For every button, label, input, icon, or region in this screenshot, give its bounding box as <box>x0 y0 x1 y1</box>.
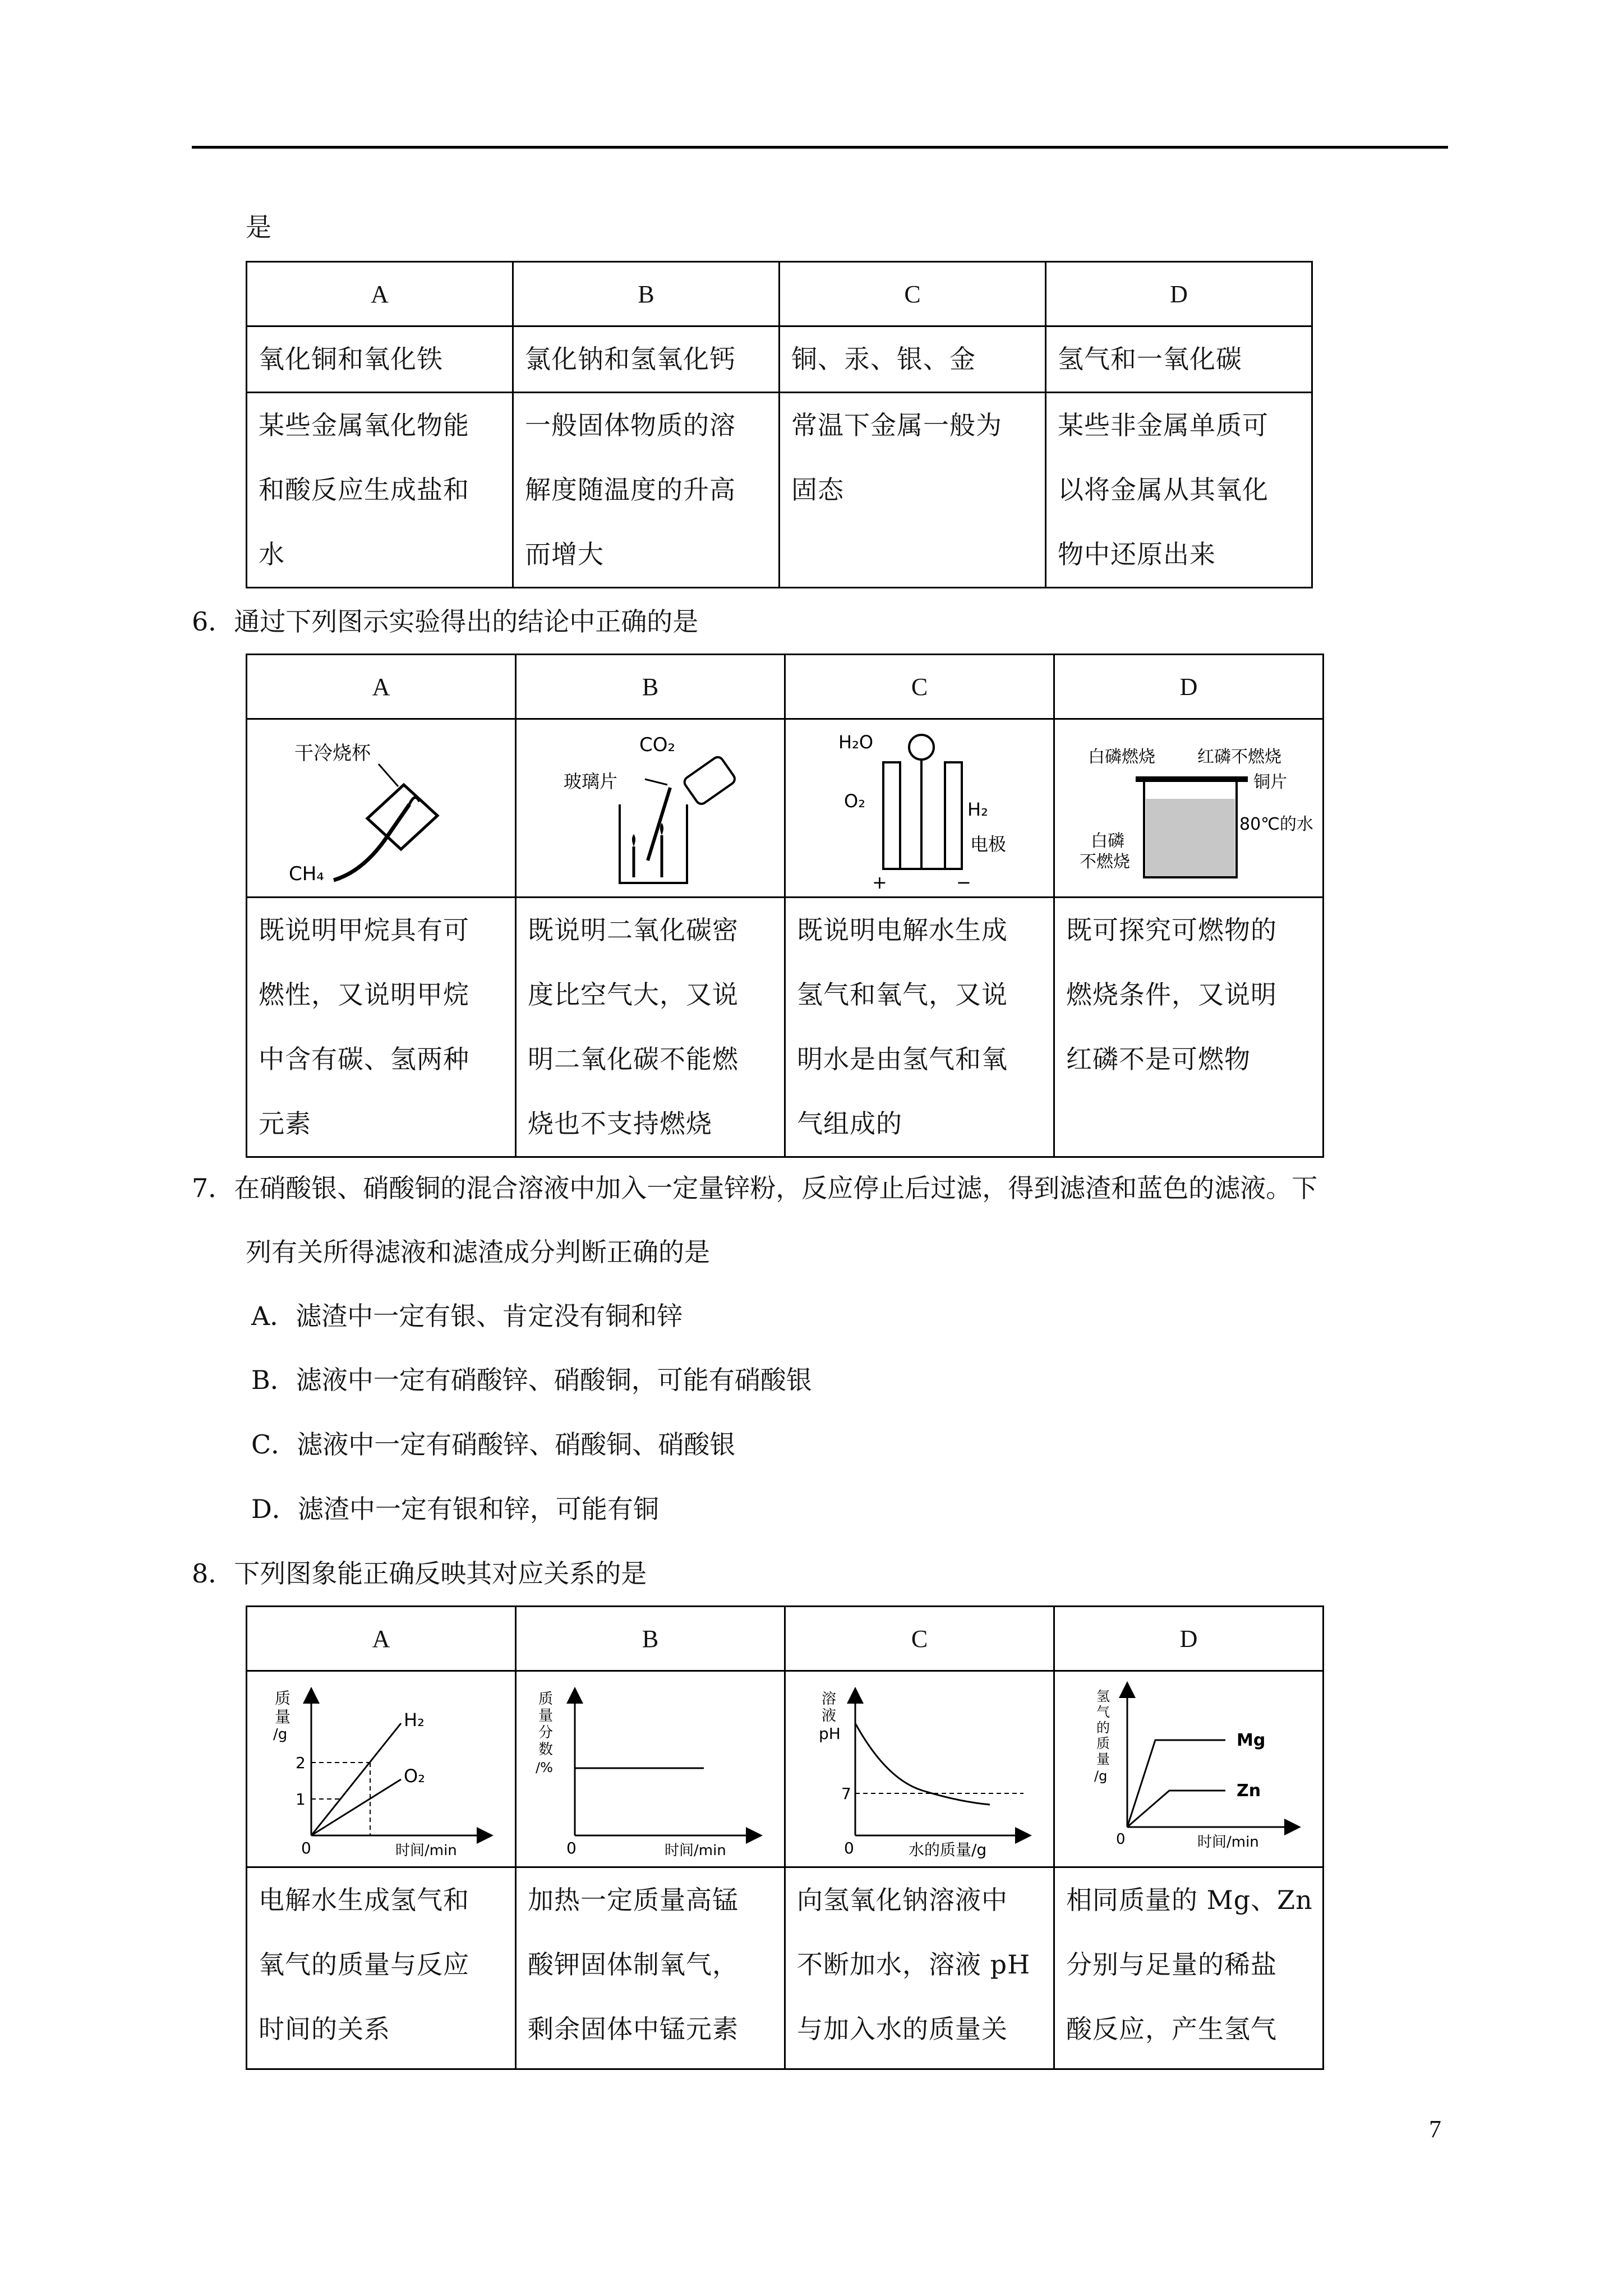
label-o2: O₂ <box>843 790 865 812</box>
q6-stem: 6．通过下列图示实验得出的结论中正确的是 <box>192 606 699 637</box>
q8-desc-a <box>247 1867 516 2069</box>
label-80c-water: 80℃的水 <box>1239 814 1313 834</box>
line: 明二氧化碳不能燃 <box>528 1044 739 1074</box>
label-h2: H₂ <box>967 798 988 820</box>
line: 加热一定质量高锰 <box>528 1885 739 1915</box>
gas-bottle <box>682 754 736 806</box>
o2-line <box>311 1779 401 1835</box>
combustion-condition-figure <box>1057 720 1321 894</box>
q6-figure-b <box>516 719 785 898</box>
line: 解度随温度的升高 <box>525 475 736 505</box>
y-label-4: 质 <box>1096 1735 1110 1751</box>
q8-header-d: D <box>1054 1607 1324 1671</box>
q8-header-a: A <box>247 1607 516 1671</box>
q5-header-b: B <box>513 262 780 326</box>
q8-header-c: C <box>785 1607 1054 1671</box>
line: 物中还原出来 <box>1058 539 1216 569</box>
q8-graph-b <box>516 1671 785 1867</box>
line: 氢气和氧气，又说 <box>797 979 1008 1010</box>
q5-cell-b2 <box>513 393 780 588</box>
q7-option-a: A．滤渣中一定有银、肯定没有铜和锌 <box>251 1301 683 1331</box>
line: 剩余固体中锰元素 <box>528 2014 739 2044</box>
q7-option-c: C．滤液中一定有硝酸锌、硝酸铜、硝酸银 <box>251 1429 736 1460</box>
q5-cell-a2 <box>247 393 513 588</box>
line: 一般固体物质的溶 <box>525 410 736 440</box>
origin: 0 <box>843 1838 854 1857</box>
line: 既说明甲烷具有可 <box>259 915 469 945</box>
q8-desc-b <box>516 1867 785 2069</box>
q6-conclusion-a <box>247 898 516 1157</box>
line: 某些金属氧化物能 <box>259 410 469 440</box>
methane-burning-figure <box>250 720 513 894</box>
tick-7: 7 <box>841 1784 851 1803</box>
x-label: 时间/min <box>664 1842 726 1859</box>
line: 既可探究可燃物的 <box>1066 915 1277 945</box>
header-rule <box>192 146 1448 149</box>
graph-mn-mass-fraction <box>519 1673 782 1864</box>
x-label: 水的质量/g <box>908 1840 986 1859</box>
y-label-5: /% <box>535 1759 553 1775</box>
label-h2: H₂ <box>403 1709 425 1731</box>
tick-2: 2 <box>295 1753 306 1772</box>
q6-figure-a <box>247 719 516 898</box>
y-label-6: /g <box>1094 1768 1107 1784</box>
copper-plate <box>1136 776 1248 782</box>
label-dry-cold-beaker: 干冷烧杯 <box>294 742 371 765</box>
label-electrode: 电极 <box>970 833 1006 855</box>
q5-header-a: A <box>247 262 513 326</box>
line: 水 <box>259 539 285 569</box>
x-label: 时间/min <box>1197 1833 1259 1851</box>
y-label-1: 质 <box>274 1688 291 1708</box>
q5-cell-c2 <box>780 393 1046 588</box>
q7-option-d: D．滤渣中一定有银和锌，可能有铜 <box>251 1494 659 1524</box>
line: 中含有碳、氢两种 <box>259 1044 469 1074</box>
q6-conclusion-d <box>1054 898 1324 1157</box>
origin: 0 <box>1115 1830 1126 1848</box>
q7-stem-line1: 7．在硝酸银、硝酸铜的混合溶液中加入一定量锌粉，反应停止后过滤，得到滤渣和蓝色的滤液。下 <box>192 1173 1318 1203</box>
line: 而增大 <box>525 539 604 569</box>
q6-header-d: D <box>1054 655 1324 719</box>
line: 酸反应，产生氢气 <box>1066 2014 1277 2044</box>
label-white-p: 白磷 <box>1090 831 1124 851</box>
line: 既说明二氧化碳密 <box>528 915 739 945</box>
q8-desc-c <box>785 1867 1054 2069</box>
tube-o2 <box>883 762 900 869</box>
tick-1: 1 <box>295 1789 306 1809</box>
graph-ph-dilution <box>788 1673 1052 1864</box>
graph-electrolysis-mass <box>250 1673 513 1864</box>
y-label-3: pH <box>818 1724 841 1743</box>
q5-cell-b1: 氯化钠和氢氧化钙 <box>513 326 780 393</box>
q8-desc-d <box>1054 1867 1324 2069</box>
y-label-2: 气 <box>1096 1704 1110 1720</box>
electrolysis-figure <box>788 720 1052 894</box>
label-white-p-burns: 白磷燃烧 <box>1087 747 1155 767</box>
line: 氧气的质量与反应 <box>259 1949 469 1980</box>
line: 燃烧条件，又说明 <box>1066 979 1277 1010</box>
line: 向氢氧化钠溶液中 <box>797 1885 1008 1915</box>
x-label: 时间/min <box>395 1842 457 1859</box>
q5-header-c: C <box>780 262 1046 326</box>
line: 度比空气大，又说 <box>528 979 739 1010</box>
q7-option-b: B．滤液中一定有硝酸锌、硝酸铜，可能有硝酸银 <box>251 1365 812 1395</box>
y-label-3: 的 <box>1096 1719 1110 1736</box>
q8-graph-a <box>247 1671 516 1867</box>
q5-cell-d2 <box>1046 393 1312 588</box>
q7-stem-line2: 列有关所得滤液和滤渣成分判断正确的是 <box>246 1237 710 1267</box>
line: 烧也不支持燃烧 <box>528 1108 712 1139</box>
label-ch4: CH₄ <box>288 862 324 885</box>
line: 固态 <box>791 475 844 505</box>
y-label-4: 数 <box>538 1741 553 1758</box>
label-glass-plate: 玻璃片 <box>563 770 617 792</box>
q6-table <box>246 654 1324 1158</box>
q8-table <box>246 1605 1324 2070</box>
line: 以将金属从其氧化 <box>1058 475 1269 505</box>
line: 气组成的 <box>797 1108 902 1139</box>
label-h2o: H₂O <box>838 731 873 753</box>
q6-header-b: B <box>516 655 785 719</box>
label-red-p-no-burn: 红磷不燃烧 <box>1197 747 1281 767</box>
line: 明水是由氢气和氧 <box>797 1044 1008 1074</box>
line: 和酸反应生成盐和 <box>259 475 469 505</box>
graph-hydrogen-mass <box>1057 1673 1321 1864</box>
ph-curve <box>855 1723 990 1805</box>
line: 常温下金属一般为 <box>791 410 1002 440</box>
line: 不断加水，溶液 pH <box>797 1949 1031 1980</box>
q8-stem: 8．下列图象能正确反映其对应关系的是 <box>192 1558 647 1589</box>
label-minus: − <box>956 871 971 893</box>
line: 电解水生成氢气和 <box>259 1885 469 1915</box>
line: 酸钾固体制氧气， <box>528 1949 739 1980</box>
y-label-2: 液 <box>821 1707 836 1724</box>
line: 燃性，又说明甲烷 <box>259 979 469 1010</box>
q8-graph-d <box>1054 1671 1324 1867</box>
q6-figure-d <box>1054 719 1324 898</box>
q5-cell-c1: 铜、汞、银、金 <box>780 326 1046 393</box>
y-label-3: /g <box>273 1726 287 1743</box>
label-plus: + <box>872 871 887 893</box>
q5-cell-d1: 氢气和一氧化碳 <box>1046 326 1312 393</box>
line: 时间的关系 <box>259 2014 390 2044</box>
y-label-5: 量 <box>1096 1751 1110 1767</box>
label-o2: O₂ <box>403 1765 425 1787</box>
y-label-1: 溶 <box>821 1690 836 1708</box>
line: 分别与足量的稀盐 <box>1066 1949 1277 1980</box>
line: 红磷不是可燃物 <box>1066 1044 1251 1074</box>
q6-conclusion-c <box>785 898 1054 1157</box>
q8-header-b: B <box>516 1607 785 1671</box>
origin: 0 <box>301 1838 311 1857</box>
h2-line <box>311 1723 401 1835</box>
tube-h2 <box>945 762 962 869</box>
q6-header-a: A <box>247 655 516 719</box>
y-label-2: 量 <box>538 1707 553 1724</box>
line: 元素 <box>259 1108 311 1139</box>
label-co2: CO₂ <box>639 733 675 756</box>
y-label-2: 量 <box>274 1707 291 1726</box>
q6-conclusion-b <box>516 898 785 1157</box>
label-copper-plate: 铜片 <box>1253 772 1287 792</box>
q5-header-d: D <box>1046 262 1312 326</box>
line: 相同质量的 Mg、Zn <box>1066 1885 1313 1915</box>
q6-header-c: C <box>785 655 1054 719</box>
y-label-1: 质 <box>538 1690 553 1708</box>
line: 既说明电解水生成 <box>797 915 1008 945</box>
origin: 0 <box>566 1838 577 1857</box>
label-mg: Mg <box>1236 1730 1265 1750</box>
q8-graph-c <box>785 1671 1054 1867</box>
q6-figure-c <box>785 719 1054 898</box>
zn-line <box>1127 1791 1225 1827</box>
y-label-3: 分 <box>538 1724 553 1741</box>
page-number: 7 <box>1429 2115 1441 2143</box>
line: 与加入水的质量关 <box>797 2014 1008 2044</box>
label-zn: Zn <box>1236 1780 1261 1801</box>
q5-table <box>246 261 1313 588</box>
intro-fragment: 是 <box>246 212 271 242</box>
q5-cell-a1: 氧化铜和氧化铁 <box>247 326 513 393</box>
co2-pour-figure <box>519 720 782 894</box>
label-no-burn: 不燃烧 <box>1079 852 1130 872</box>
y-label-1: 氢 <box>1096 1688 1110 1704</box>
line: 某些非金属单质可 <box>1058 410 1269 440</box>
